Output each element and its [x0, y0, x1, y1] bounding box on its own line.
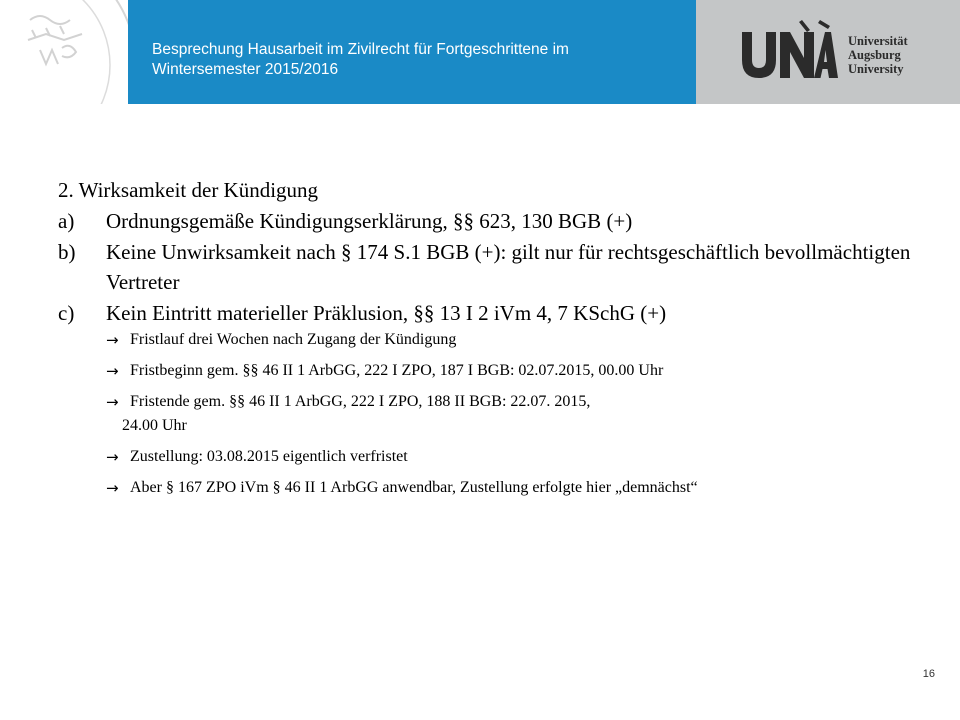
logo-line-2: Augsburg: [848, 48, 901, 62]
arrow-right-icon: →: [106, 331, 119, 349]
sub-item: [106, 330, 918, 350]
title-line-2: Wintersemester 2015/2016: [152, 61, 339, 78]
sub-item: [106, 447, 918, 467]
header-bar: [128, 0, 696, 104]
sub-item-text: 24.00 Uhr: [122, 417, 187, 434]
list-marker: b): [58, 240, 76, 264]
list-item-text: Keine Unwirksamkeit nach § 174 S.1 BGB (+): gilt nur für rechtsgeschäftlich bevollmächtigten Vertreter: [106, 240, 911, 294]
sub-item: [106, 361, 918, 381]
sub-item: [106, 478, 918, 498]
sub-item-text: Fristende gem. §§ 46 II 1 ArbGG, 222 I ZPO, 188 II BGB: 22.07. 2015,: [130, 393, 591, 410]
sub-item-text: Fristbeginn gem. §§ 46 II 1 ArbGG, 222 I ZPO, 187 I BGB: 02.07.2015, 00.00 Uhr: [130, 362, 664, 379]
university-logo: [696, 0, 960, 104]
university-seal: [0, 0, 128, 104]
list-marker: c): [58, 301, 75, 325]
list-item-b: [58, 237, 918, 297]
arrow-right-icon: →: [106, 393, 119, 411]
arrow-right-icon: →: [106, 362, 119, 380]
list-item-c: [58, 298, 918, 328]
list-item-text: Kein Eintritt materieller Präklusion, §§ 13 I 2 iVm 4, 7 KSchG (+): [106, 301, 667, 325]
logo-line-3: University: [848, 62, 904, 76]
page-number: 16: [922, 668, 935, 680]
slide-content: [58, 176, 918, 509]
sub-item-continuation: [122, 416, 918, 436]
logo-line-1: Universität: [848, 34, 908, 48]
title-line-1: Besprechung Hausarbeit im Zivilrecht für Fortgeschrittene im: [152, 41, 569, 58]
list-marker: a): [58, 209, 75, 233]
list-item-a: [58, 206, 918, 236]
sub-item-text: Fristlauf drei Wochen nach Zugang der Kündigung: [130, 331, 457, 348]
arrow-right-icon: →: [106, 448, 119, 466]
sub-item-text: Aber § 167 ZPO iVm § 46 II 1 ArbGG anwendbar, Zustellung erfolgte hier „demnächst“: [130, 479, 698, 496]
section-heading: 2. Wirksamkeit der Kündigung: [58, 178, 319, 202]
presentation-title: [152, 40, 682, 80]
sub-item: [106, 392, 918, 412]
list-item-text: Ordnungsgemäße Kündigungserklärung, §§ 623, 130 BGB (+): [106, 209, 633, 233]
arrow-right-icon: →: [106, 479, 119, 497]
logo-text: [848, 34, 908, 76]
sub-list: [106, 330, 918, 498]
una-logo-icon: [740, 18, 838, 84]
sub-item-text: Zustellung: 03.08.2015 eigentlich verfristet: [130, 448, 408, 465]
